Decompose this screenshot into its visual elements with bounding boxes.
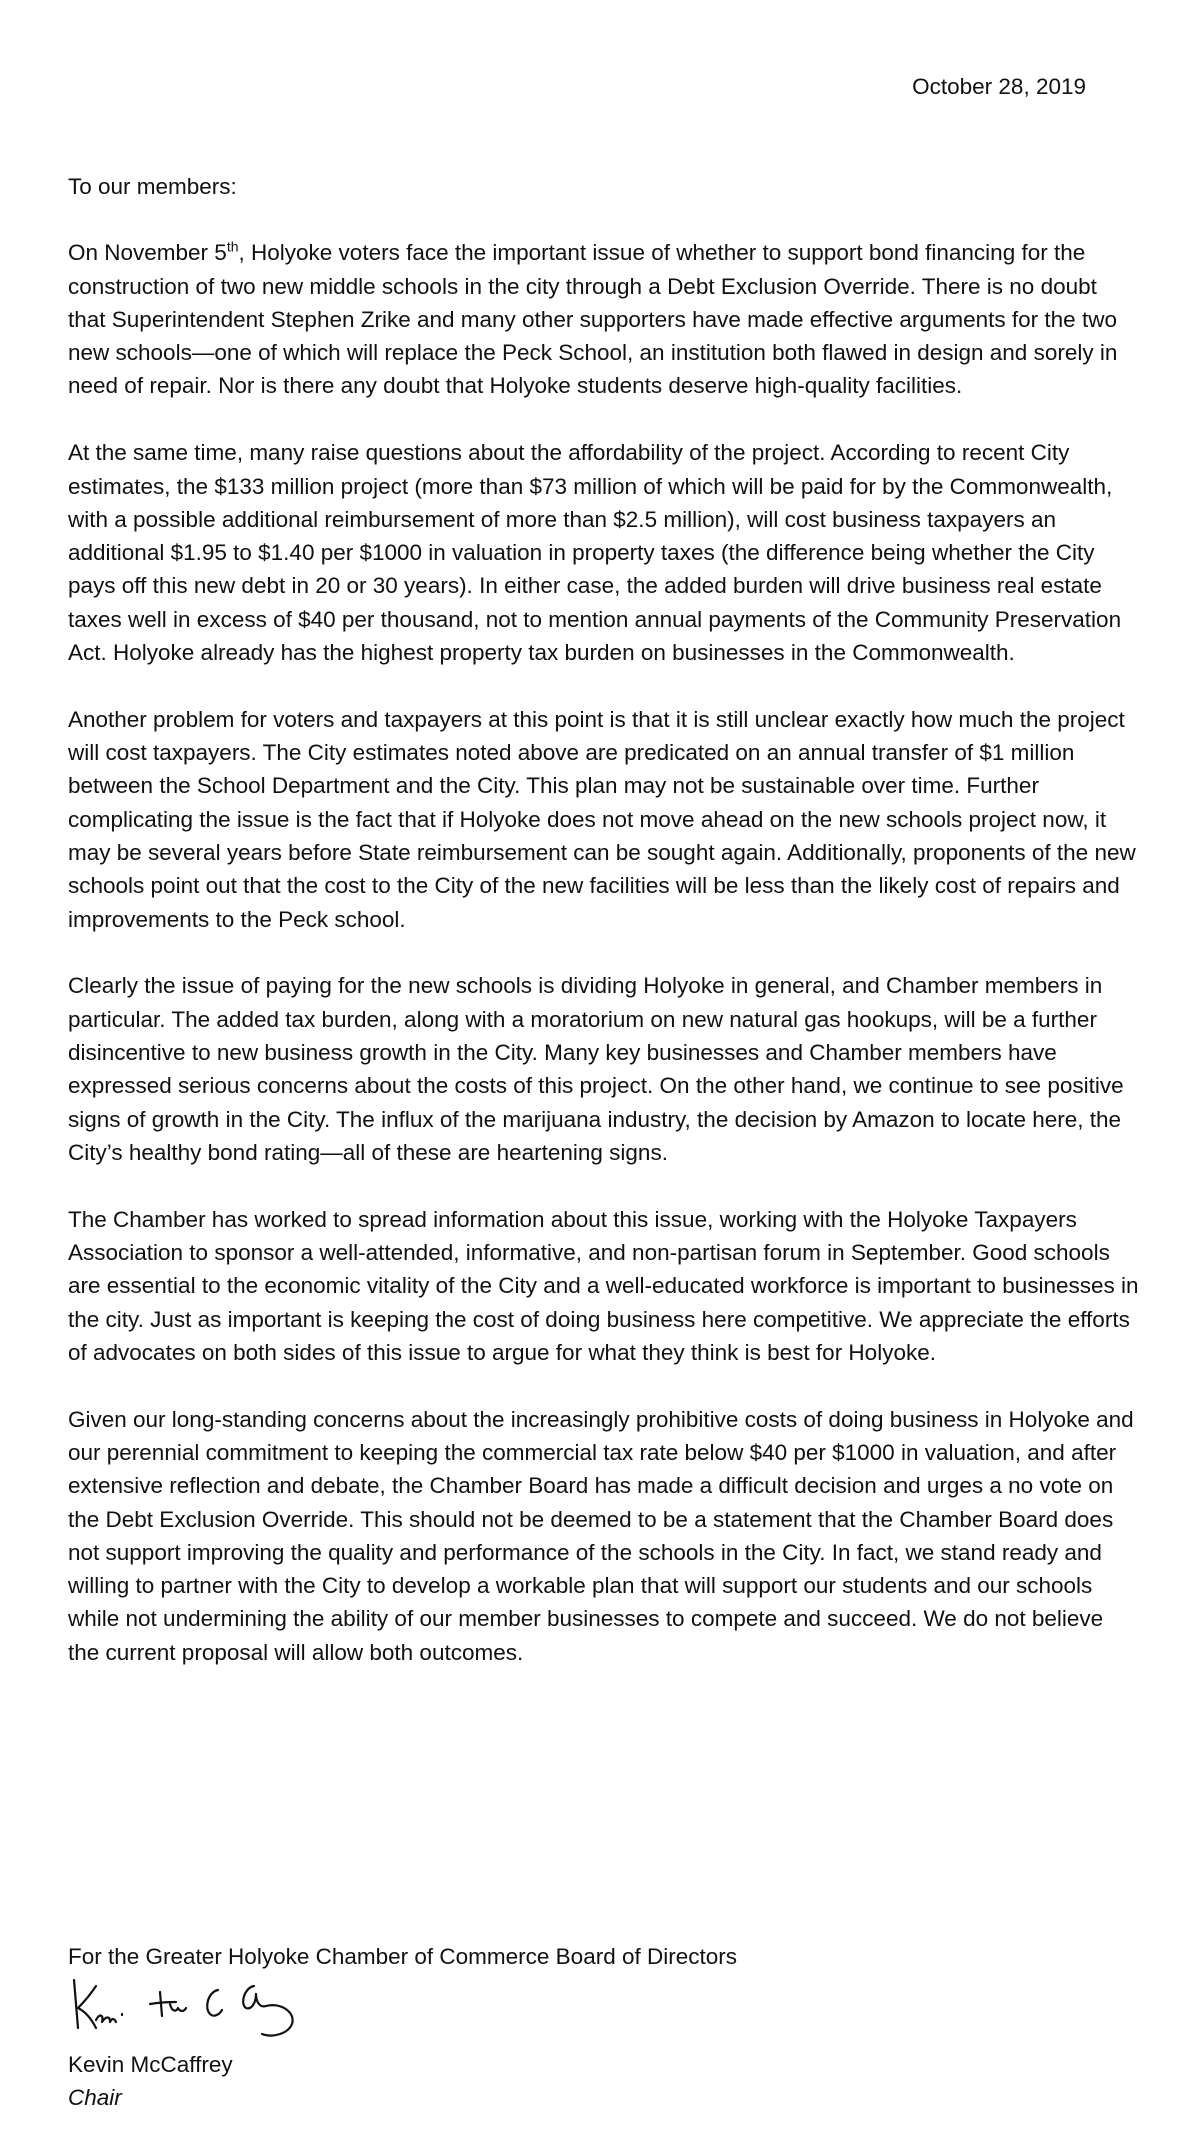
letter-body bbox=[68, 170, 1140, 1703]
letter-date: October 28, 2019 bbox=[912, 74, 1086, 99]
ordinal-suffix: th bbox=[226, 238, 239, 255]
paragraph-3: Another problem for voters and taxpayers at this point is that it is still unclear exactly how much the project will cost taxpayers. The City estimates noted above are predicated on an annual transfer of $1 million between the School Department and the City. This plan may not be sustainable over time. Further complicating the issue is the fact that if Holyoke does not move ahead on the new schools project now, it may be several years before State reimbursement can be sought again. Additionally, proponents of the new schools point out that the cost to the City of the new facilities will be less than the likely cost of repairs and improvements to the Peck school. bbox=[68, 706, 1136, 932]
paragraph-4: Clearly the issue of paying for the new schools is dividing Holyoke in general, and Chamber members in particular. The added tax burden, along with a moratorium on new natural gas hookups, will be a further disincentive to new business growth in the City. Many key businesses and Chamber members have expressed serious concerns about the costs of this project. On the other hand, we continue to see positive signs of growth in the City. The influx of the marijuana industry, the decision by Amazon to locate here, the City’s healthy bond rating—all of these are heartening signs. bbox=[68, 973, 1124, 1165]
paragraph-1 bbox=[68, 236, 1140, 402]
paragraph-1-start: On November 5 bbox=[68, 240, 227, 266]
handwritten-signature bbox=[66, 1972, 326, 2044]
signer-name: Kevin McCaffrey bbox=[68, 2052, 233, 2077]
closing-line: For the Greater Holyoke Chamber of Commerce Board of Directors bbox=[68, 1944, 737, 1969]
paragraph-5: The Chamber has worked to spread information about this issue, working with the Holyoke Taxpayers Association to sponsor a well-attended, informative, and non-partisan forum in September. Good schools are essential to the economic vitality of the City and a well-educated workforce is important to businesses in the city. Just as important is keeping the cost of doing business here competitive. We appreciate the efforts of advocates on both sides of this issue to argue for what they think is best for Holyoke. bbox=[68, 1206, 1139, 1365]
signer-title: Chair bbox=[68, 2085, 122, 2110]
paragraph-2: At the same time, many raise questions about the affordability of the project. According to recent City estimates, the $133 million project (more than $73 million of which will be paid for by the Commonwealth, with a possible additional reimbursement of more than $2.5 million), will cost business taxpayers an additional $1.95 to $1.40 per $1000 in valuation in property taxes (the difference being whether the City pays off this new debt in 20 or 30 years). In either case, the added burden will drive business real estate taxes well in excess of $40 per thousand, not to mention annual payments of the Community Preservation Act. Holyoke already has the highest property tax burden on businesses in the Commonwealth. bbox=[68, 440, 1122, 666]
paragraph-1-rest: , Holyoke voters face the important issue of whether to support bond financing for the construction of two new middle schools in the city through a Debt Exclusion Override. There is no doubt that Superintendent Stephen Zrike and many other supporters have made effective arguments for the two new schools—one of which will replace the Peck School, an institution both flawed in design and sorely in need of repair. Nor is there any doubt that Holyoke students deserve high-quality facilities. bbox=[68, 240, 1118, 399]
paragraph-6: Given our long-standing concerns about the increasingly prohibitive costs of doing business in Holyoke and our perennial commitment to keeping the commercial tax rate below $40 per $1000 in valuation, and after extensive reflection and debate, the Chamber Board has made a difficult decision and urges a no vote on the Debt Exclusion Override. This should not be deemed to be a statement that the Chamber Board does not support improving the quality and performance of the schools in the City. In fact, we stand ready and willing to partner with the City to develop a workable plan that will support our students and our schools while not undermining the ability of our member businesses to compete and succeed. We do not believe the current proposal will allow both outcomes. bbox=[68, 1406, 1134, 1665]
salutation: To our members: bbox=[68, 174, 237, 199]
